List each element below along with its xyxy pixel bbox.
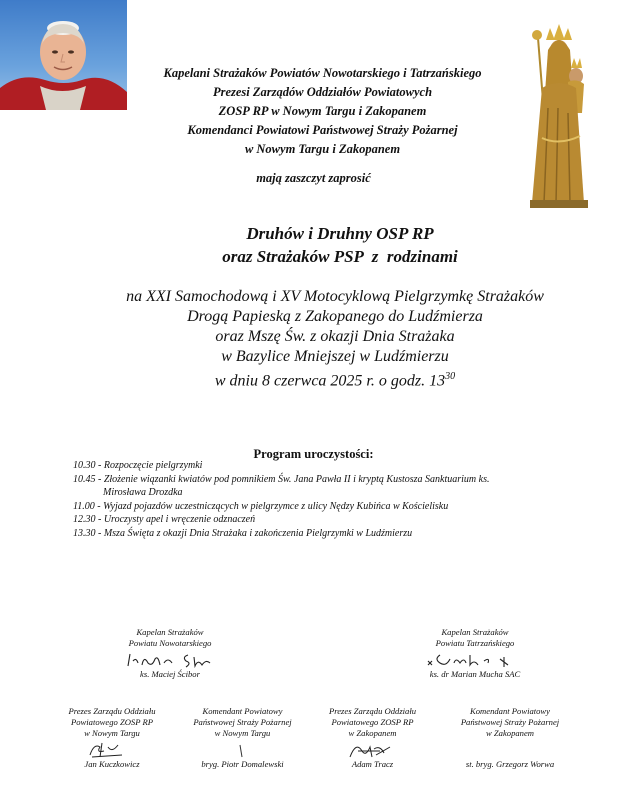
pope-photo [0,0,127,110]
signature-title: Komendant Powiatowy [470,706,550,716]
signature-commander-nowy-targ [180,706,305,770]
signature-title: Powiatowego ZOSP RP [331,717,414,727]
event-date-line [40,367,627,391]
event-line: Drogą Papieską z Zakopanego do Ludźmierza [187,308,483,325]
event-block [40,287,627,391]
signature-chaplain-left [100,627,240,680]
signature-title: Kapelan Strażaków [136,627,204,637]
header-line: Kapelani Strażaków Powiatów Nowotarskiego i Tatrzańskiego [163,66,482,80]
handwritten-signature [400,649,550,669]
signature-name: Jan Kuczkowicz [84,759,140,769]
guests-block [90,222,590,268]
event-time-minutes: 30 [445,371,456,382]
signature-title: Państwowej Straży Pożarnej [460,717,560,727]
invite-text: mają zaszczyt zaprosić [256,171,371,185]
signature-title: Komendant Powiatowy [202,706,283,716]
signature-president-nowy-targ [52,706,172,770]
signature-name: Adam Tracz [351,759,394,769]
signature-title: Powiatu Tatrzańskiego [435,638,515,648]
signature-title: w Nowym Targu [84,728,140,738]
signature-name: ks. Maciej Ścibor [140,669,200,679]
program-item: 10.30 - Rozpoczęcie pielgrzymki [73,460,203,471]
handwritten-signature [52,739,172,759]
program-item: 10.45 - Złożenie wiązanki kwiatów pod pomnikiem Św. Jana Pawła II i kryptą Kustosza Sanktuarium ks. [73,473,490,485]
handwritten-signature [445,739,575,759]
guests-line: Druhów i Druhny OSP RP [246,224,434,243]
header-line: ZOSP RP w Nowym Targu i Zakopanem [218,104,427,118]
program-item: 11.00 - Wyjazd pojazdów uczestniczących w pielgrzymce z ulicy Nędzy Kubińca w Kościelisku [73,500,449,512]
handwritten-signature [180,739,305,759]
signature-name: bryg. Piotr Domalewski [201,759,284,769]
signature-title: w Zakopanem [486,728,534,738]
signature-name: st. bryg. Grzegorz Worwa [465,759,555,769]
program-list [73,459,593,540]
handwritten-signature [100,649,240,669]
signature-chaplain-right [400,627,550,680]
signature-title: Powiatowego ZOSP RP [71,717,153,727]
signature-commander-zakopane [445,706,575,770]
signature-title: Powiatu Nowotarskiego [128,638,212,648]
program-title: Program uroczystości: [253,447,374,461]
signature-title: Prezes Zarządu Oddziału [328,706,417,716]
signature-title: w Nowym Targu [214,728,271,738]
header-line: Prezesi Zarządów Oddziałów Powiatowych [212,85,433,99]
signature-title: Państwowej Straży Pożarnej [193,717,292,727]
event-line: w Bazylice Mniejszej w Ludźmierzu [221,348,449,365]
program-item: Mirosława Drozdka [103,487,183,498]
signature-name: ks. dr Marian Mucha SAC [429,669,521,679]
signature-title: w Zakopanem [348,728,397,738]
program-item: 13.30 - Msza Święta z okazji Dnia Strażaka i zakończenia Pielgrzymki w Ludźmierzu [73,527,413,539]
signature-title: Kapelan Strażaków [441,627,509,637]
signature-president-zakopane [310,706,435,770]
event-line: na XXI Samochodową i XV Motocyklową Pielgrzymkę Strażaków [126,288,544,305]
handwritten-signature [310,739,435,759]
header-line: Komendanci Powiatowi Państwowej Straży Pożarnej [187,123,458,137]
event-line: oraz Mszę Św. z okazji Dnia Strażaka [215,328,455,345]
program-item: 12.30 - Uroczysty apel i wręczenie odznaczeń [73,514,256,525]
guests-line: oraz Strażaków PSP z rodzinami [222,247,458,266]
organizers-header [120,64,525,159]
event-date: w dniu 8 czerwca 2025 r. o godz. 13 [214,372,446,390]
signature-title: Prezes Zarządu Oddziału [68,706,156,716]
header-line: w Nowym Targu i Zakopanem [244,142,401,156]
